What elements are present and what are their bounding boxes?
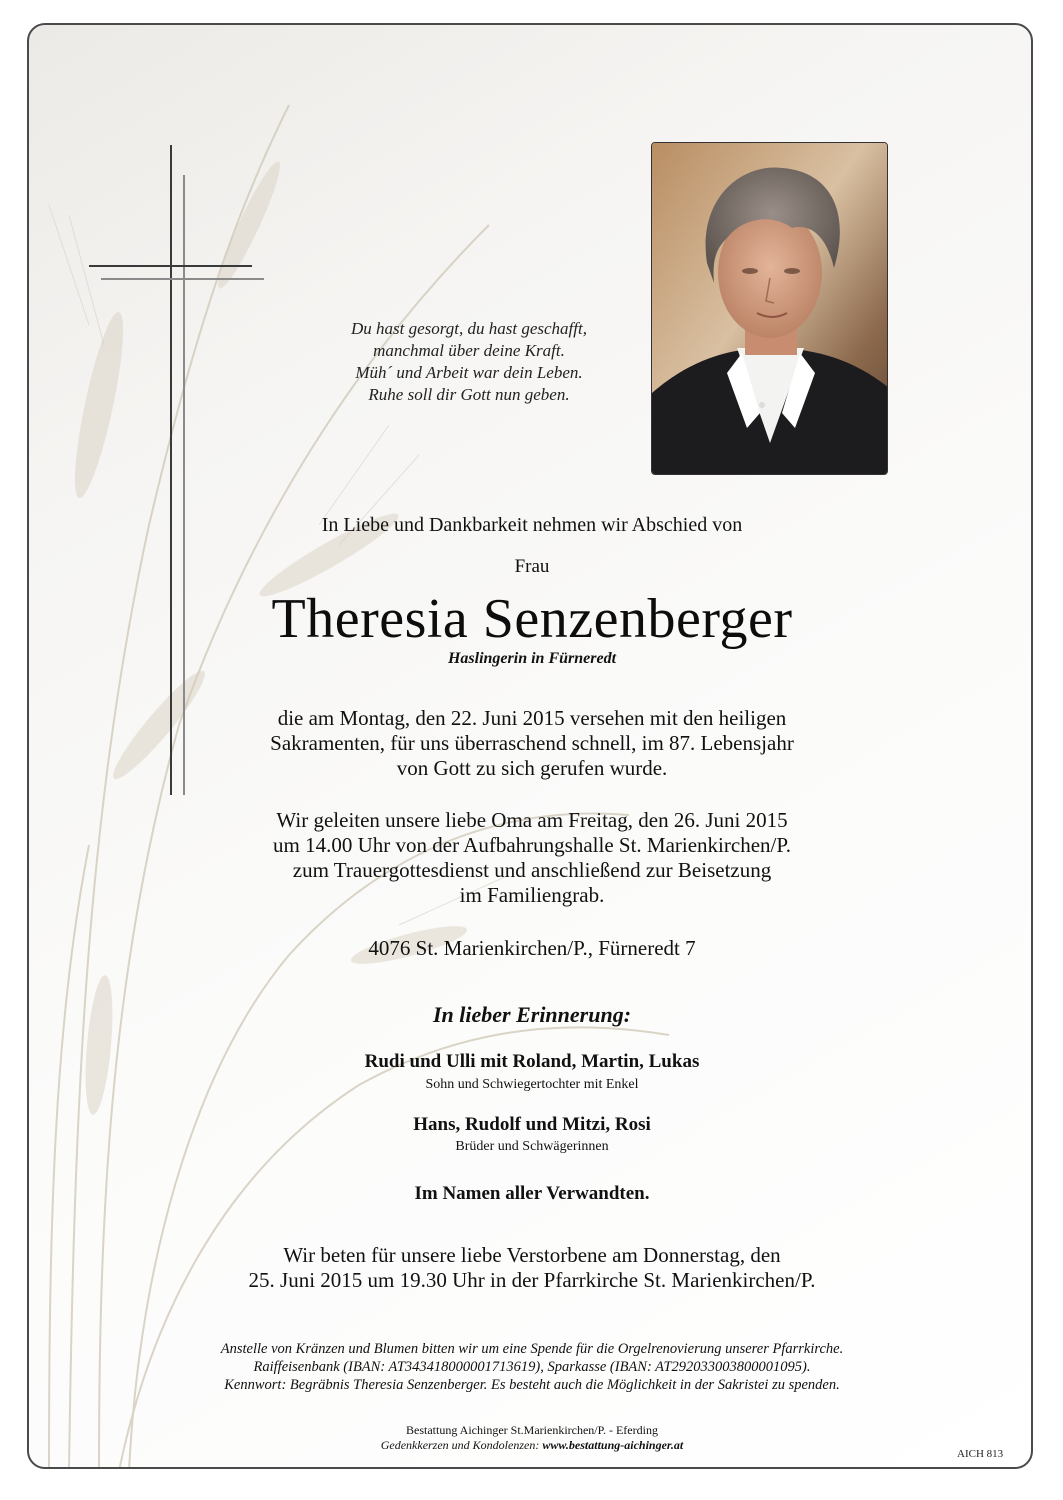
salutation: Frau <box>514 556 550 577</box>
mourner-relation: Sohn und Schwiegertochter mit Enkel <box>425 1077 639 1092</box>
condolence-info <box>29 1438 1033 1453</box>
closing-line: Im Namen aller Verwandten. <box>414 1183 650 1204</box>
deceased-name: Theresia Senzenberger <box>271 588 793 650</box>
funeral-line: zum Trauergottesdienst und anschließend zur Beisetzung <box>292 858 772 882</box>
donation-line: Kennwort: Begräbnis Theresia Senzenberger. Es besteht auch die Möglichkeit in der Sakristei zu spenden. <box>224 1377 840 1393</box>
funeral-line: um 14.00 Uhr von der Aufbahrungshalle St. Marienkirchen/P. <box>273 833 791 857</box>
cross-vertical-line-1 <box>170 145 172 795</box>
mourner-names: Hans, Rudolf und Mitzi, Rosi <box>413 1114 651 1135</box>
funeral-details <box>29 808 1033 908</box>
death-announcement <box>29 706 1033 781</box>
donation-line: Anstelle von Kränzen und Blumen bitten wir um eine Spende für die Orgelrenovierung unserer Pfarrkirche. <box>220 1341 844 1357</box>
poem <box>279 318 659 406</box>
obituary-card <box>27 23 1033 1469</box>
death-line: die am Montag, den 22. Juni 2015 versehen mit den heiligen <box>277 706 787 730</box>
poem-line: manchmal über deine Kraft. <box>373 341 565 360</box>
funeral-line: im Familiengrab. <box>459 883 605 907</box>
donation-line: Raiffeisenbank (IBAN: AT343418000001713619), Sparkasse (IBAN: AT292033003800001095). <box>253 1359 811 1375</box>
mourner-relation: Brüder und Schwägerinnen <box>455 1139 609 1154</box>
mourner-names: Rudi und Ulli mit Roland, Martin, Lukas <box>364 1051 700 1072</box>
portrait-photo <box>651 142 888 475</box>
poem-line: Müh´ und Arbeit war dein Leben. <box>355 363 583 382</box>
address: 4076 St. Marienkirchen/P., Fürneredt 7 <box>368 936 696 960</box>
website-link[interactable]: www.bestattung-aichinger.at <box>542 1438 684 1452</box>
death-line: Sakramenten, für uns überraschend schnell, im 87. Lebensjahr <box>270 731 794 755</box>
reference-code: AICH 813 <box>957 1448 1004 1460</box>
cross-vertical-line-2 <box>183 175 185 795</box>
funeral-line: Wir geleiten unsere liebe Oma am Freitag, den 26. Juni 2015 <box>276 808 788 832</box>
deceased-subtitle: Haslingerin in Fürneredt <box>447 650 617 667</box>
cross-horizontal-line-2 <box>101 278 264 280</box>
condolence-prefix: Gedenkkerzen und Kondolenzen: <box>380 1438 540 1452</box>
undertaker-name: Bestattung Aichinger St.Marienkirchen/P. - Eferding <box>406 1423 658 1437</box>
intro-text: In Liebe und Dankbarkeit nehmen wir Abschied von <box>321 514 743 536</box>
poem-line: Du hast gesorgt, du hast geschafft, <box>351 319 587 338</box>
cross-horizontal-line-1 <box>89 265 252 267</box>
prayer-details <box>29 1243 1033 1293</box>
memory-heading: In lieber Erinnerung: <box>432 1002 632 1027</box>
poem-line: Ruhe soll dir Gott nun geben. <box>368 385 570 404</box>
prayer-line: 25. Juni 2015 um 19.30 Uhr in der Pfarrkirche St. Marienkirchen/P. <box>248 1268 816 1292</box>
prayer-line: Wir beten für unsere liebe Verstorbene am Donnerstag, den <box>283 1243 781 1267</box>
death-line: von Gott zu sich gerufen wurde. <box>396 756 668 780</box>
donation-notice <box>29 1340 1033 1394</box>
